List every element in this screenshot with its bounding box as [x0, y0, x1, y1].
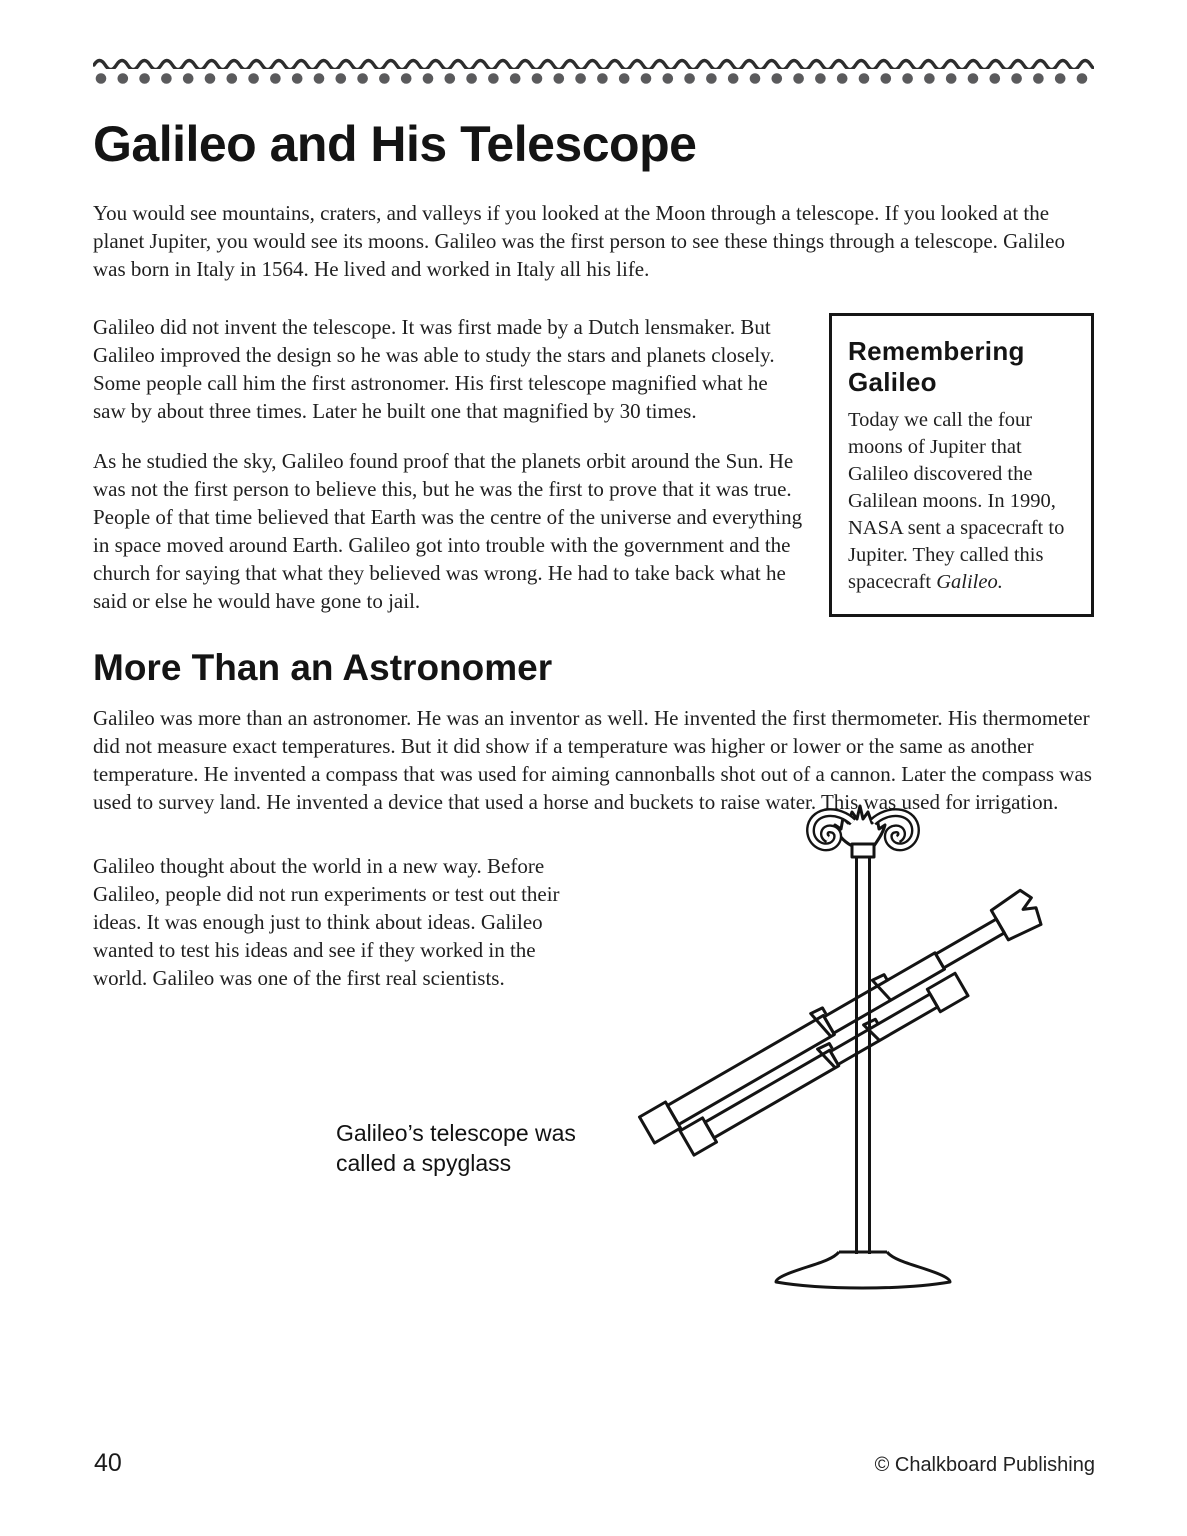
section-heading: More Than an Astronomer — [93, 647, 553, 688]
callout-box — [829, 313, 1094, 617]
caption-line-2: called a spyglass — [336, 1150, 512, 1176]
paragraph-telescope-history: Galileo did not invent the telescope. It was first made by a Dutch lensmaker. But Galileo improved the design so he was able to study the stars and planets closely. Some people call him the first astronomer. His first telescope magnified what he saw by about three times. Later he built one that magnified by 30 times. — [93, 315, 775, 423]
paragraph-planets-proof: As he studied the sky, Galileo found proof that the planets orbit around the Sun. He was not the first person to believe this, but he was the first to prove that it was true. People of that time believed that Earth was the centre of the universe and everything in space moved around Earth. Galileo got into trouble with the government and the church for saying that what they believed was wrong. He had to take back what he said or else he would have gone to jail. — [93, 449, 803, 613]
callout-body-text: Today we call the four moons of Jupiter that Galileo discovered the Galilean moons. In 1990, NASA sent a spacecraft to Jupiter. They called this spacecraft — [848, 409, 1065, 593]
telescope-stand-pole — [857, 856, 870, 1254]
page-title: Galileo and His Telescope — [93, 116, 697, 172]
wavy-line — [94, 61, 1094, 70]
page-footer — [94, 1449, 1095, 1478]
text-and-figure-row — [93, 840, 1094, 1308]
dots-divider — [93, 72, 1094, 85]
callout-body — [848, 407, 1075, 596]
text-and-callout-row — [93, 313, 1094, 617]
dots-row — [96, 73, 1088, 84]
caption-line-1: Galileo’s telescope was — [336, 1120, 576, 1146]
main-text-column — [93, 313, 803, 617]
paragraph-inventions: Galileo was more than an astronomer. He was an inventor as well. He invented the first thermometer. His thermometer did not measure exact temperatures. But it did show if a temperature was higher or lower or the same as another temperature. He invented a compass that was used for aiming cannonballs shot out of a cannon. Later the compass was used to survey land. He invented a device that used a horse and buckets to raise water. This was used for irrigation. — [93, 706, 1092, 814]
callout-title: Remembering Galileo — [848, 336, 1025, 397]
illustration-caption — [336, 1118, 602, 1178]
telescope-tube-upper — [637, 887, 1046, 1146]
telescope-tube-lower — [679, 971, 969, 1155]
stand-finial-ornament — [811, 806, 916, 857]
spacecraft-name: Galileo. — [936, 571, 1003, 593]
figure-text-column — [93, 840, 602, 1308]
telescope-illustration — [602, 788, 1082, 1308]
copyright-notice: © Chalkboard Publishing — [874, 1454, 1095, 1476]
paragraph-intro: You would see mountains, craters, and valleys if you looked at the Moon through a telescope. If you looked at the planet Jupiter, you would see its moons. Galileo was the first person to see these things through a telescope. Galileo was born in Italy in 1564. He lived and worked in Italy all his life. — [93, 201, 1065, 281]
telescope-stand-base — [776, 1252, 950, 1288]
page-number: 40 — [94, 1449, 122, 1477]
wavy-divider — [93, 54, 1094, 69]
paragraph-new-thinking: Galileo thought about the world in a new way. Before Galileo, people did not run experiments or test out their ideas. It was enough just to think about ideas. Galileo wanted to test his ideas and see if they worked in the world. Galileo was one of the first real scientists. — [93, 854, 560, 990]
